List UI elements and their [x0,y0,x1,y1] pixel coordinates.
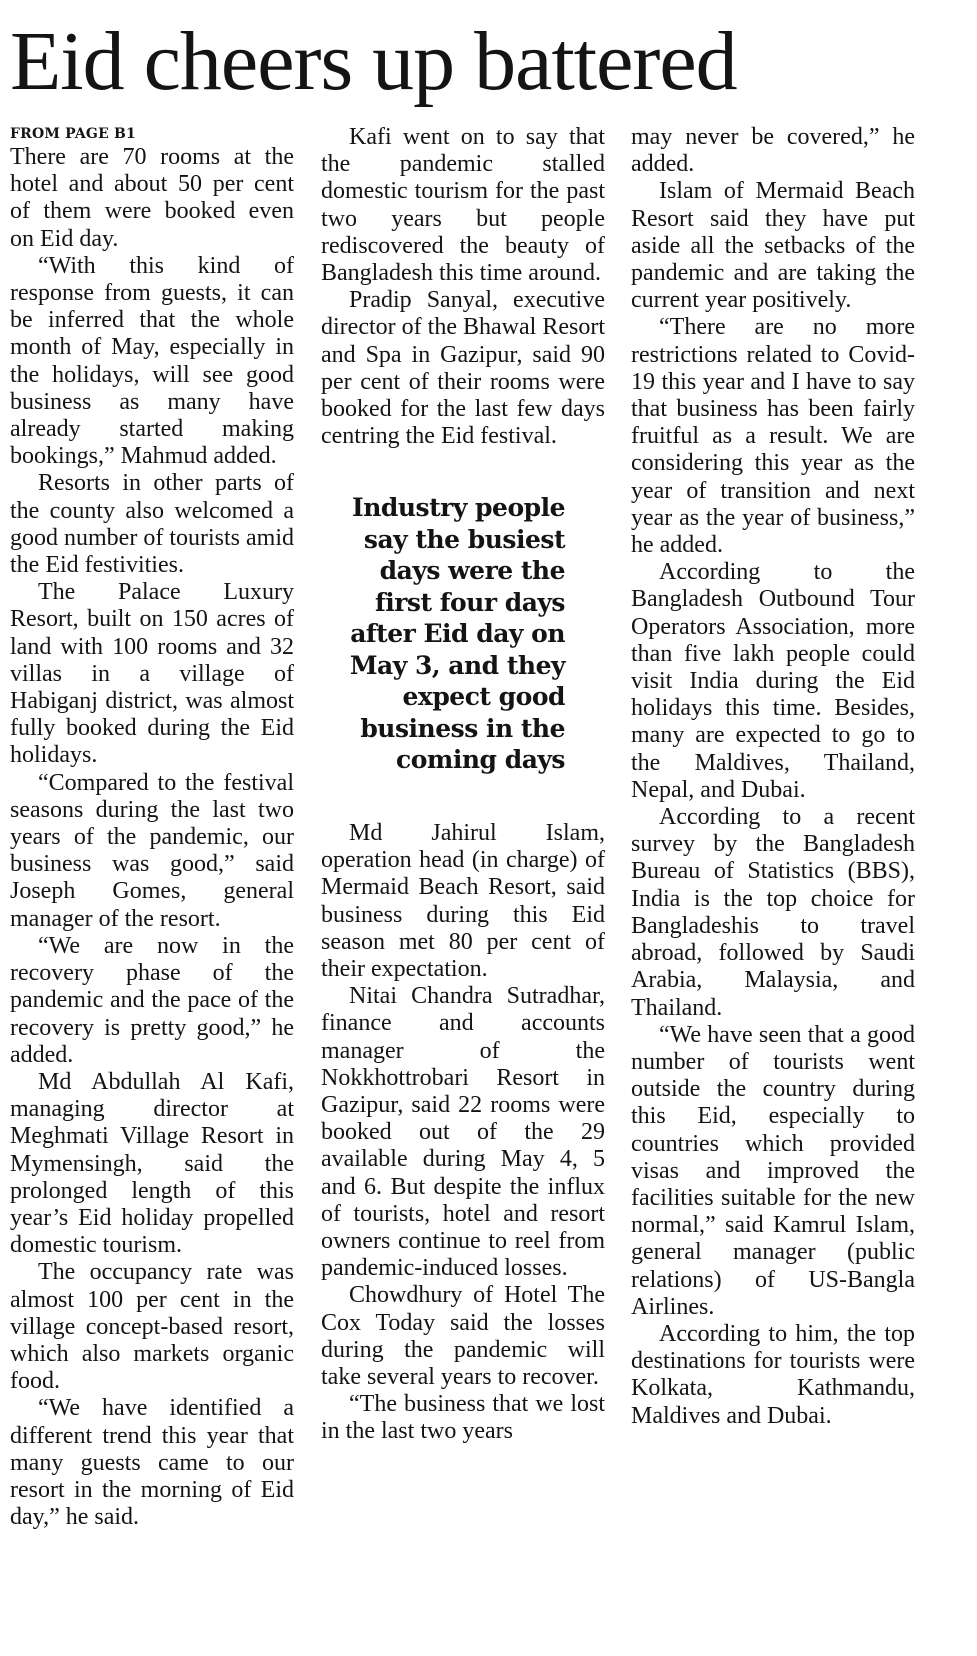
paragraph: may never be covered,” he added. [631,124,915,178]
paragraph: “We have seen that a good number of tourists went outside the country during this Eid, especially to countries which provided visas and improved the facilities suitable for the new normal,” said Kamrul Islam, general manager (public relations) of US-Bangla Airlines. [631,1021,915,1320]
paragraph: According to a recent survey by the Bangladesh Bureau of Statistics (BBS), India is the top choice for Bangladeshis to travel abroad, followed by Saudi Arabia, Malaysia, and Thailand. [631,804,915,1021]
paragraph: “The business that we lost in the last two years [321,1391,605,1445]
paragraph: Pradip Sanyal, executive director of the Bhawal Resort and Spa in Gazipur, said 90 per cent of their rooms were booked for the last few days centring the Eid festival. [321,287,605,450]
paragraph: Md Abdullah Al Kafi, managing director at Meghmati Village Resort in Mymensingh, said the prolonged length of this year’s Eid holiday propelled domestic tourism. [10,1068,294,1259]
article-column-2 [321,124,605,1446]
article-column-3 [631,124,915,1430]
paragraph: According to him, the top destinations for tourists were Kolkata, Kathmandu, Maldives and Dubai. [631,1320,915,1429]
paragraph: Kafi went on to say that the pandemic stalled domestic tourism for the past two years but people rediscovered the beauty of Bangladesh this time around. [321,124,605,287]
paragraph: “Compared to the festival seasons during the last two years of the pandemic, our business was good,” said Joseph Gomes, general manager of the resort. [10,769,294,932]
paragraph: Islam of Mermaid Beach Resort said they have put aside all the setbacks of the pandemic and are taking the current year positively. [631,178,915,314]
paragraph: There are 70 rooms at the hotel and about 50 per cent of them were booked even on Eid day. [10,144,294,252]
paragraph: The Palace Luxury Resort, built on 150 acres of land with 100 rooms and 32 villas in a village of Habiganj district, was almost fully booked during the Eid holidays. [10,579,294,769]
paragraph: Nitai Chandra Sutradhar, finance and accounts manager of the Nokkhottrobari Resort in Gazipur, said 22 rooms were booked out of the 29 available during May 4, 5 and 6. But despite the influx of tourists, hotel and resort owners continue to reel from pandemic-induced losses. [321,983,605,1282]
article-column-1 [10,124,294,1531]
jump-label: FROM PAGE B1 [10,126,136,142]
paragraph: Md Jahirul Islam, operation head (in charge) of Mermaid Beach Resort, said business during this Eid season met 80 per cent of their expectation. [321,819,605,982]
paragraph: Resorts in other parts of the county also welcomed a good number of tourists amid the Eid festivities. [10,470,294,579]
paragraph: “With this kind of response from guests, it can be inferred that the whole month of May, especially in the holidays, will see good business as many have already started making bookings,” Mahmud added. [10,252,294,470]
paragraph: “We are now in the recovery phase of the pandemic and the pace of the recovery is pretty good,” he added. [10,932,294,1068]
paragraph: “There are no more restrictions related to Covid-19 this year and I have to say that business has been fairly fruitful as a result. We are considering this year as the year of transition and next year as the year of business,” he added. [631,314,915,559]
paragraph: The occupancy rate was almost 100 per cent in the village concept-based resort, which also markets organic food. [10,1259,294,1395]
headline: Eid cheers up battered [10,15,737,108]
paragraph: According to the Bangladesh Outbound Tour Operators Association, more than five lakh people could visit India during the Eid holidays this time. Besides, many are expected to go to the Maldives, Thailand, Nepal, and Dubai. [631,559,915,803]
paragraph: Chowdhury of Hotel The Cox Today said the losses during the pandemic will take several years to recover. [321,1282,605,1390]
paragraph: “We have identified a different trend this year that many guests came to our resort in the morning of Eid day,” he said. [10,1395,294,1531]
pull-quote: Industry people say the busiest days were the first four days after Eid day on May 3, and they expect good business in the coming days [349,493,565,775]
